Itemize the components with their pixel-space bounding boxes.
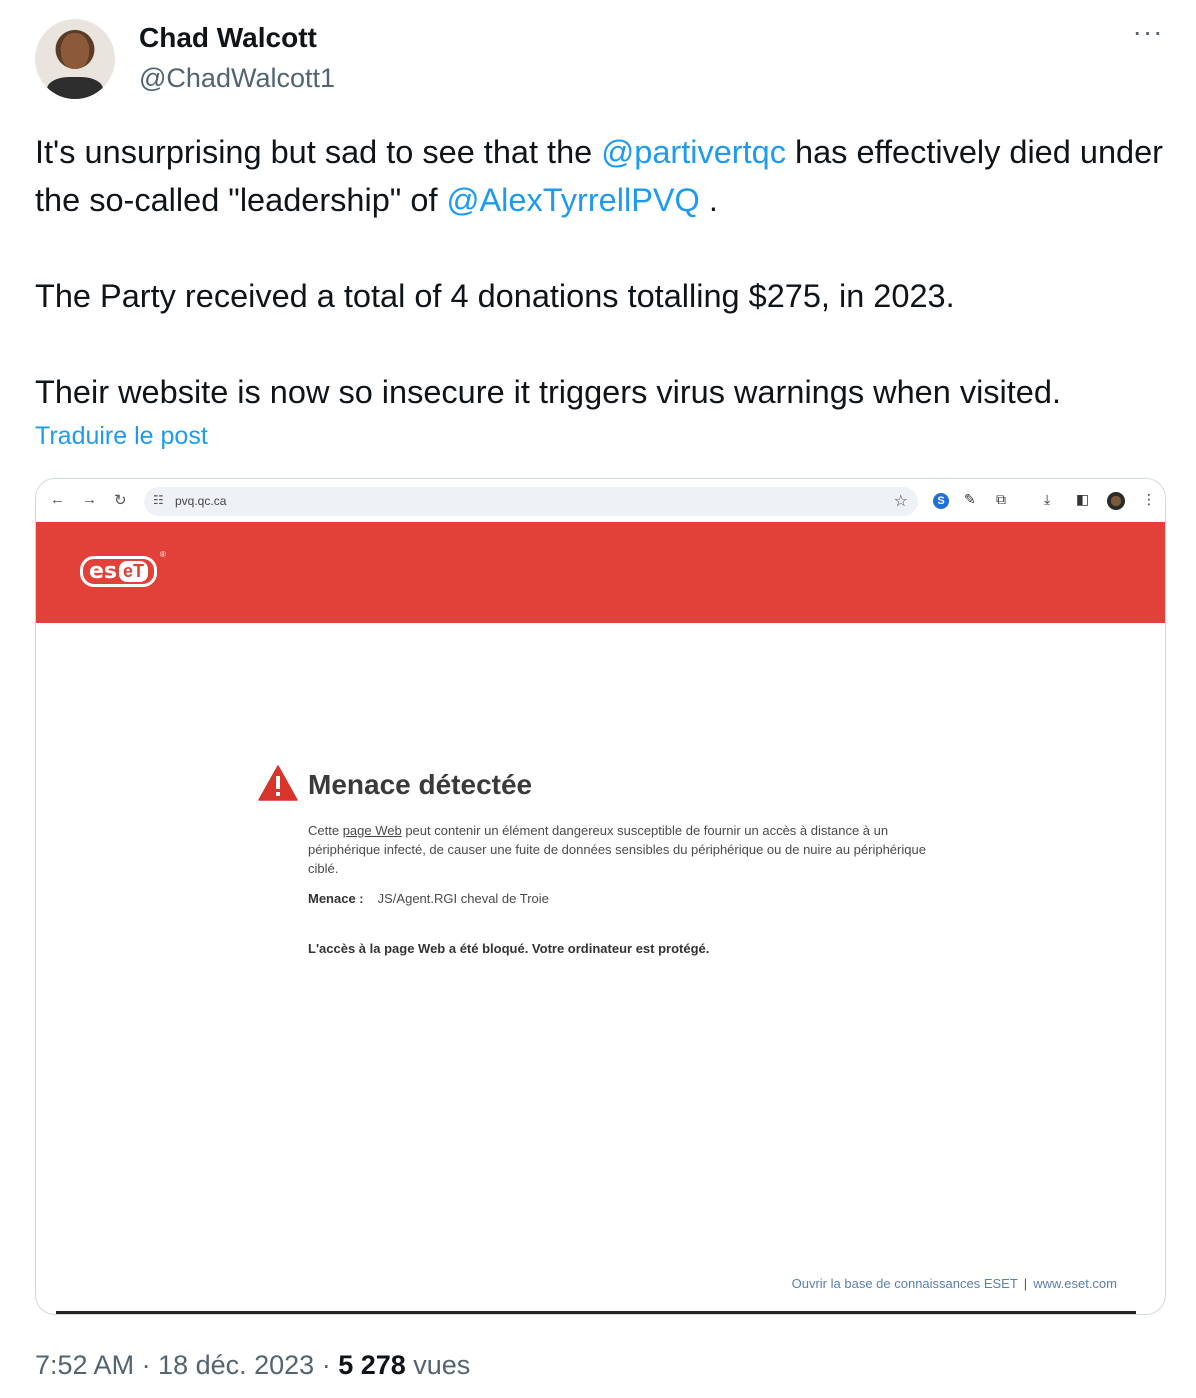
avatar-face [61, 33, 89, 69]
tweet-text-segment: It's unsurprising but sad to see that the [35, 134, 602, 170]
warning-triangle-icon [258, 765, 298, 801]
address-bar [144, 487, 918, 516]
threat-value: JS/Agent.RGI cheval de Troie [377, 891, 549, 906]
back-icon: ← [50, 491, 65, 508]
forward-icon: → [82, 491, 97, 508]
avatar[interactable] [35, 19, 115, 99]
views-count: 5 278 [338, 1350, 406, 1380]
translate-post-link[interactable]: Traduire le post [35, 422, 208, 450]
media-image[interactable] [35, 478, 1166, 1315]
browser-toolbar [36, 479, 1165, 523]
extensions-puzzle-icon: ⧉ [996, 491, 1006, 507]
profile-avatar-icon [1107, 492, 1125, 510]
bookmark-star-icon: ☆ [893, 493, 908, 510]
footer-separator: | [1023, 1276, 1028, 1291]
tweet-paragraph-2: The Party received a total of 4 donations totalling $275, in 2023. [35, 278, 955, 314]
browser-menu-icon: ⋮ [1142, 491, 1156, 507]
mention-partivertqc[interactable]: @partivertqc [601, 134, 786, 170]
site-settings-icon: ☷ [153, 493, 164, 507]
tweet-text-segment: . [699, 182, 718, 218]
author-handle[interactable]: @ChadWalcott1 [139, 63, 335, 93]
threat-description [308, 821, 958, 878]
more-options-icon[interactable]: ··· [1132, 16, 1164, 47]
author-name[interactable]: Chad Walcott [139, 22, 317, 53]
side-panel-icon: ◧ [1076, 491, 1090, 507]
tweet-text [35, 128, 1175, 416]
tweet-text-segment: has effectively died under the so-called "leadership" of [35, 134, 1163, 218]
paragraph-gap [35, 320, 1175, 368]
threat-desc-segment: Cette [308, 823, 343, 838]
eset-logo-et: eT [119, 561, 148, 582]
eset-website-link: www.eset.com [1033, 1276, 1117, 1291]
reload-icon: ↻ [114, 492, 127, 509]
eset-logo-es: es [89, 559, 118, 584]
media-bottom-edge [56, 1311, 1136, 1314]
eset-footer [792, 1276, 1117, 1291]
blocked-message: L'accès à la page Web a été bloqué. Votre ordinateur est protégé. [308, 941, 710, 956]
views-label: vues [405, 1350, 471, 1380]
threat-title: Menace détectée [308, 769, 533, 800]
extension-feather-icon: ✎ [964, 491, 976, 507]
url-text: pvq.qc.ca [175, 494, 227, 508]
avatar-shirt [47, 77, 103, 99]
paragraph-gap [35, 224, 1175, 272]
eset-logo [80, 556, 157, 587]
page-web-link: page Web [342, 823, 402, 838]
eset-registered-mark: ® [160, 550, 166, 559]
threat-row [308, 891, 549, 906]
tweet-meta [35, 1350, 470, 1381]
mention-alextyrrellpvq[interactable]: @AlexTyrrellPVQ [446, 182, 700, 218]
tweet-timestamp[interactable]: 7:52 AM · 18 déc. 2023 · [35, 1350, 339, 1380]
extension-s-icon: S [933, 493, 949, 509]
tweet-paragraph-3: Their website is now so insecure it triggers virus warnings when visited. [35, 374, 1061, 410]
threat-desc-segment: peut contenir un élément dangereux susceptible de fournir un accès à distance à un périphérique infecté, de causer une fuite de données sensibles du périphérique ou de nuire au périphérique ciblé. [308, 823, 926, 876]
knowledge-base-link: Ouvrir la base de connaissances ESET [791, 1276, 1018, 1291]
eset-header-band [36, 522, 1165, 623]
threat-label: Menace : [308, 891, 364, 906]
tweet-paragraph-1 [35, 128, 1175, 224]
download-icon: ⤓ [1044, 491, 1051, 507]
